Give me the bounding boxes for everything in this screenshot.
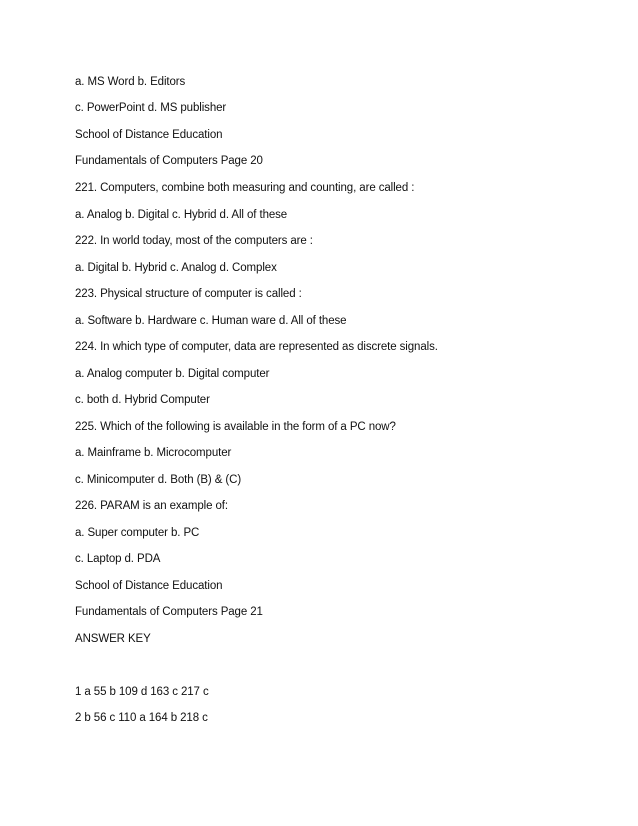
text-line: a. Analog computer b. Digital computer — [75, 368, 270, 380]
text-line: 224. In which type of computer, data are represented as discrete signals. — [75, 341, 438, 353]
text-line: a. Software b. Hardware c. Human ware d. All of these — [75, 315, 347, 327]
text-line: 223. Physical structure of computer is called : — [75, 288, 302, 300]
text-line: School of Distance Education — [75, 580, 223, 592]
text-line: Fundamentals of Computers Page 20 — [75, 155, 263, 167]
text-line: c. PowerPoint d. MS publisher — [75, 102, 227, 114]
text-line: a. MS Word b. Editors — [75, 76, 186, 88]
text-line: c. Minicomputer d. Both (B) & (C) — [75, 474, 242, 486]
text-line: a. Mainframe b. Microcomputer — [75, 447, 232, 459]
text-line: c. Laptop d. PDA — [75, 553, 161, 565]
text-line: ANSWER KEY — [75, 633, 151, 645]
text-line: 225. Which of the following is available in the form of a PC now? — [75, 421, 396, 433]
text-line: School of Distance Education — [75, 129, 223, 141]
text-line: 2 b 56 c 110 a 164 b 218 c — [75, 712, 208, 724]
text-line: 1 a 55 b 109 d 163 c 217 c — [75, 686, 209, 698]
text-line: a. Super computer b. PC — [75, 527, 200, 539]
text-line: c. both d. Hybrid Computer — [75, 394, 210, 406]
text-line: a. Analog b. Digital c. Hybrid d. All of these — [75, 209, 288, 221]
text-line: a. Digital b. Hybrid c. Analog d. Complex — [75, 262, 277, 274]
text-line: 226. PARAM is an example of: — [75, 500, 228, 512]
text-line: 221. Computers, combine both measuring and counting, are called : — [75, 182, 415, 194]
text-line: Fundamentals of Computers Page 21 — [75, 606, 263, 618]
text-line: 222. In world today, most of the computers are : — [75, 235, 313, 247]
